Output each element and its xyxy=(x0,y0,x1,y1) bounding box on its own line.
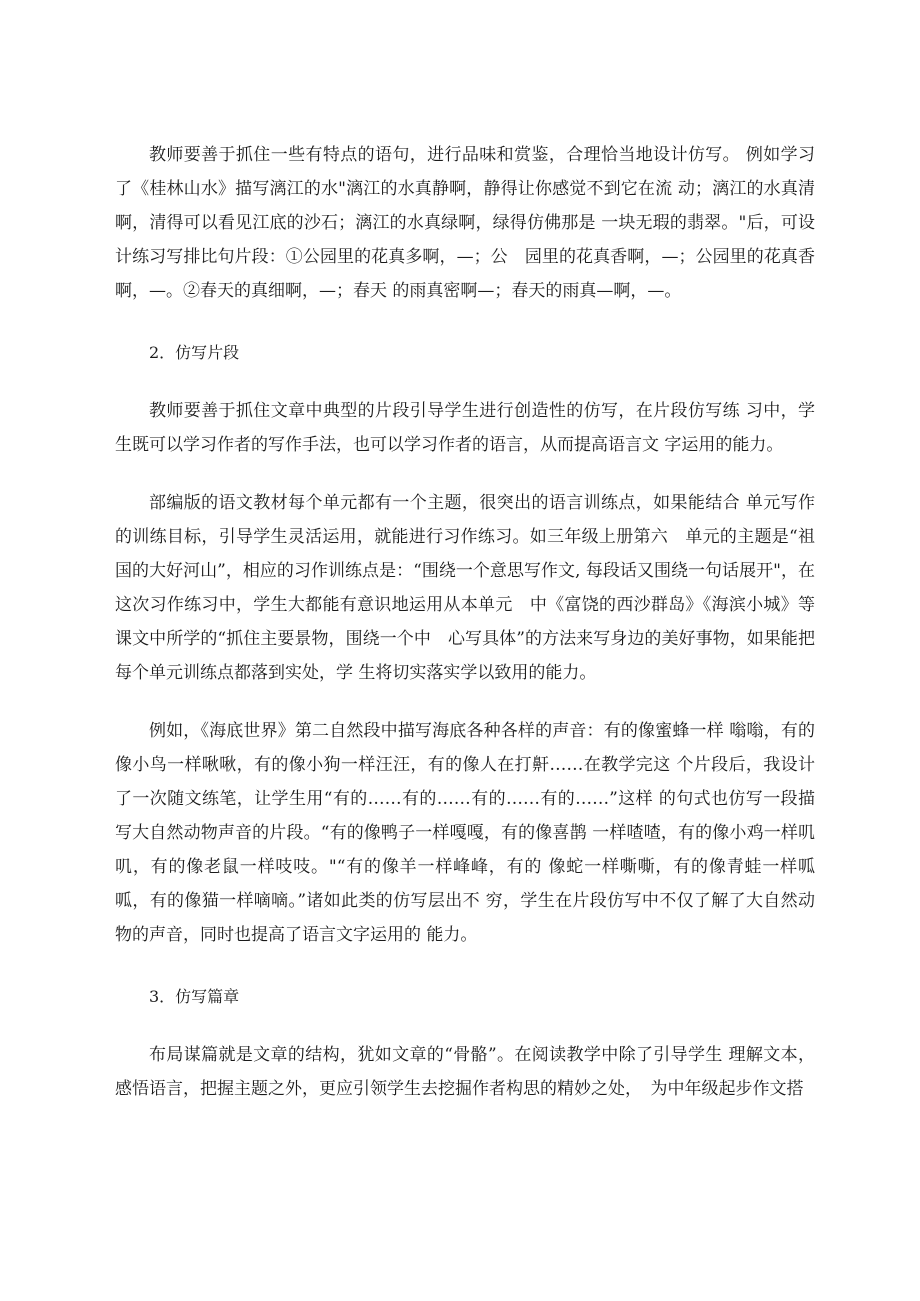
spacer xyxy=(115,1014,815,1038)
spacer xyxy=(115,462,815,486)
paragraph-4: 例如，《海底世界》第二自然段中描写海底各种各样的声音：有的像蜜蜂一样 嗡嗡，有的像小鸟一样啾啾，有的像小狗一样汪汪，有的像人在打鼾……在教学完这 个片段后，我设计了一次随文练笔，让学生用“有的……有的……有的……有的……”这样 的句式也仿写一段描写大自然动物声音的片段。“有的像鸭子一样嘎嘎，有的像喜鹊 一样喳喳，有的像小鸡一样叽叽，有的像老鼠一样吱吱。"“有的像羊一样峰峰，有的 像蛇一样嘶嘶，有的像青蛙一样呱呱，有的像猫一样嘀嘀。”诸如此类的仿写层出不 穷，学生在片段仿写中不仅了解了大自然动物的声音，同时也提高了语言文字运用的 能力。 xyxy=(115,721,815,945)
spacer xyxy=(115,308,815,336)
paragraph-1: 教师要善于抓住一些有特点的语句，进行品味和赏鉴，合理恰当地设计仿写。 例如学习了《桂林山水》描写漓江的水"漓江的水真静啊，静得让你感觉不到它在流 动；漓江的水真清啊，清得可以看见江底的沙石；漓江的水真绿啊，绿得仿佛那是 一块无瑕的翡翠。"后，可设计练习写排比句片段：①公园里的花真多啊，—；公 园里的花真香啊，—；公园里的花真香啊，—。②春天的真细啊，—；春天 的雨真密啊—；春天的雨真—啊，—。 xyxy=(115,145,815,301)
paragraph-3: 部编版的语文教材每个单元都有一个主题，很突出的语言训练点，如果能结合 单元写作的训练目标，引导学生灵活运用，就能进行习作练习。如三年级上册第六 单元的主题是“祖国的大好河山”，相应的习作训练点是：“围绕一个意思写作文, 每段话又围绕一句话展开"，在这次习作练习中，学生大都能有意识地运用从本单元 中《富饶的西沙群岛》《海滨小城》等课文中所学的“抓住主要景物，围绕一个中 心写具体”的方法来写身边的美好事物，如果能把每个单元训练点都落到实处，学 生将切实落实学以致用的能力。 xyxy=(115,493,815,683)
spacer xyxy=(115,370,815,394)
spacer xyxy=(115,952,815,980)
paragraph-2: 教师要善于抓住文章中典型的片段引导学生进行创造性的仿写，在片段仿写练 习中，学生既可以学习作者的写作手法，也可以学习作者的语言，从而提高语言文 字运用的能力。 xyxy=(115,401,815,455)
paragraph-5: 布局谋篇就是文章的结构，犹如文章的“骨骼”。在阅读教学中除了引导学生 理解文本，感悟语言，把握主题之外，更应引领学生去挖掘作者构思的精妙之处， 为中年级起步作文搭 xyxy=(115,1045,815,1099)
document-page xyxy=(115,138,815,1106)
section-heading-3: 3．仿写篇章 xyxy=(149,987,240,1006)
spacer xyxy=(115,690,815,714)
section-heading-2: 2．仿写片段 xyxy=(149,343,240,362)
